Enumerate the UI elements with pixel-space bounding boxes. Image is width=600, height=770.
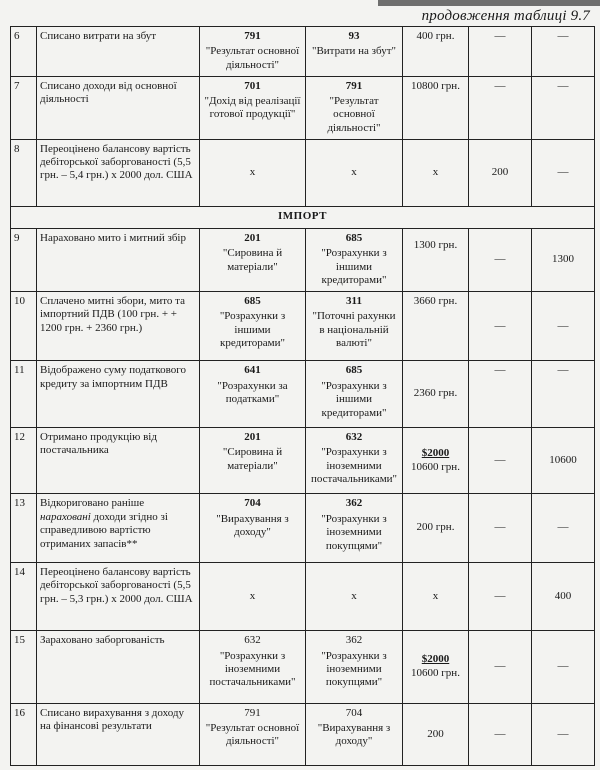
credit-account [306,494,403,562]
table-row [11,139,595,206]
account-code: 791 [244,30,261,42]
table-caption: продовження таблиці 9.7 [421,8,590,24]
amount-cell: 400 грн. [403,27,469,77]
row-number: 6 [11,27,37,77]
operation-description: Списано вирахування з доходу на фінансові результати [37,703,200,765]
credit-account [306,229,403,292]
value-cell: 1300 [532,229,595,292]
row-number: 15 [11,631,37,703]
account-code: 701 [244,79,261,92]
account-code: 791 [244,706,261,719]
debit-account: х [200,139,306,206]
amount-cell: 1300 грн. [403,229,469,292]
operation-description: Зараховано заборгованість [37,631,200,703]
amount-cell: х [403,139,469,206]
value-cell: — [469,427,532,493]
value-cell: 200 [469,139,532,206]
account-name: "Розрахунки з іноземними покупцями" [321,512,387,552]
value-cell: — [532,76,595,139]
value-cell: — [469,631,532,703]
description-text: доходи згідно зі справедливою вартістю отриманих запасів** [40,510,168,550]
operation-description: Отримано продукцію від постачальника [37,427,200,493]
table-row [11,631,595,703]
account-code: 632 [244,634,261,647]
usd-amount: $2000 [421,447,450,460]
value-cell: — [532,292,595,361]
account-code: 201 [244,430,261,443]
table-row [11,76,595,139]
row-number: 9 [11,229,37,292]
account-code: 641 [244,364,261,377]
value-cell: — [532,703,595,765]
account-name: "Витрати на збут" [311,45,397,58]
credit-account [306,292,403,361]
row-number: 16 [11,703,37,765]
account-code: 311 [346,295,362,308]
row-number: 13 [11,494,37,562]
account-name: "Розрахунки з іншими кредиторами" [219,310,286,350]
row-number: 8 [11,139,37,206]
amount-cell: х [403,562,469,630]
account-code: 704 [345,706,363,719]
value-cell: — [469,703,532,765]
account-name: "Результат основної діяльності" [205,45,300,71]
usd-amount: $2000 [421,653,450,666]
amount-cell: 200 грн. [403,494,469,562]
operation-description: Відображено суму податкового кредиту за імпортним ПДВ [37,361,200,427]
row-number: 7 [11,76,37,139]
value-cell: — [469,292,532,361]
account-name: "Розрахунки з іноземними покупцями" [321,649,387,689]
account-name: "Вирахування з доходу" [216,512,289,539]
value-cell: — [469,562,532,630]
amount-cell: 10800 грн. [403,76,469,139]
operation-description: Переоцінено балансову вартість дебіторської заборгованості (5,5 грн. – 5,3 грн.) х 2000 дол. США [37,562,200,630]
debit-account [200,361,306,427]
debit-account [200,703,306,765]
value-cell: — [469,494,532,562]
row-number: 14 [11,562,37,630]
table-row [11,361,595,427]
debit-account [200,494,306,562]
debit-account [200,76,306,139]
table-row [11,562,595,630]
operation-description: Сплачено митні збори, мито та імпортний ПДВ (100 грн. + + 1200 грн. + 2360 грн.) [37,292,200,361]
value-cell: — [532,631,595,703]
account-name: "Розрахунки за податками" [217,379,288,406]
account-name: "Розрахунки з іншими кредиторами" [321,247,387,287]
value-cell: 400 [532,562,595,630]
credit-account [306,27,403,77]
account-code: 704 [244,497,261,510]
section-heading-import: ІМПОРТ [11,206,595,228]
account-name: "Поточні рахунки в національній валюті" [312,310,396,350]
debit-account [200,229,306,292]
value-cell: — [469,361,532,427]
row-number: 10 [11,292,37,361]
account-code: 362 [345,497,363,510]
value-cell: 10600 [532,427,595,493]
table-row [11,27,595,77]
credit-account [306,427,403,493]
amount-cell: 200 [403,703,469,765]
credit-account [306,361,403,427]
operation-description: Переоцінено балансову вартість дебіторської заборгованості (5,5 грн. – 5,4 грн.) х 2000 дол. США [37,139,200,206]
value-cell: — [532,494,595,562]
table-row [11,292,595,361]
debit-account [200,631,306,703]
debit-account [200,27,306,77]
account-code: 632 [345,430,363,443]
value-cell: — [532,27,595,77]
credit-account [306,76,403,139]
account-code: 685 [345,232,363,245]
uah-amount: 10600 грн. [411,460,460,473]
value-cell: — [469,27,532,77]
account-name: "Результат основної діяльності" [327,94,381,134]
account-name: "Дохід від реалізації готової продукції" [204,94,301,121]
account-name: "Розрахунки з іншими кредиторами" [321,379,387,419]
account-code: 791 [345,79,363,92]
account-code: 685 [345,364,363,377]
account-code: 685 [244,295,261,308]
account-code: 201 [244,232,261,245]
value-cell: — [532,361,595,427]
account-name: "Сировина й матеріали" [222,446,283,472]
section-row [11,206,595,228]
debit-account [200,427,306,493]
credit-account: х [306,562,403,630]
account-name: "Сировина й матеріали" [222,247,283,273]
account-name: "Розрахунки з іноземними постачальниками" [310,446,398,486]
table-row [11,494,595,562]
table-row [11,703,595,765]
account-name: "Вирахування з доходу" [317,721,391,748]
value-cell: — [469,229,532,292]
account-code: 362 [345,634,363,647]
debit-account: х [200,562,306,630]
description-text: Відкориговано раніше [40,497,145,510]
credit-account: х [306,139,403,206]
debit-account [200,292,306,361]
operation-description: Списано доходи від основної діяльності [37,76,200,139]
table-row [11,427,595,493]
credit-account [306,631,403,703]
amount-cell [403,427,469,493]
account-name: "Результат основної діяльності" [205,721,300,748]
row-number: 11 [11,361,37,427]
account-name: "Розрахунки з іноземними постачальниками" [209,649,296,689]
value-cell: — [469,76,532,139]
top-rule [378,0,600,6]
ledger-table [10,26,595,766]
credit-account [306,703,403,765]
amount-cell: 2360 грн. [403,361,469,427]
operation-description: Нараховано мито і митний збір [37,229,200,292]
row-number: 12 [11,427,37,493]
operation-description: Списано витрати на збут [37,27,200,77]
account-code: 93 [348,30,360,42]
value-cell: — [532,139,595,206]
operation-description [37,494,200,562]
table-row [11,229,595,292]
amount-cell [403,631,469,703]
uah-amount: 10600 грн. [411,666,460,679]
amount-cell: 3660 грн. [403,292,469,361]
description-emphasis: нараховані [40,510,91,523]
